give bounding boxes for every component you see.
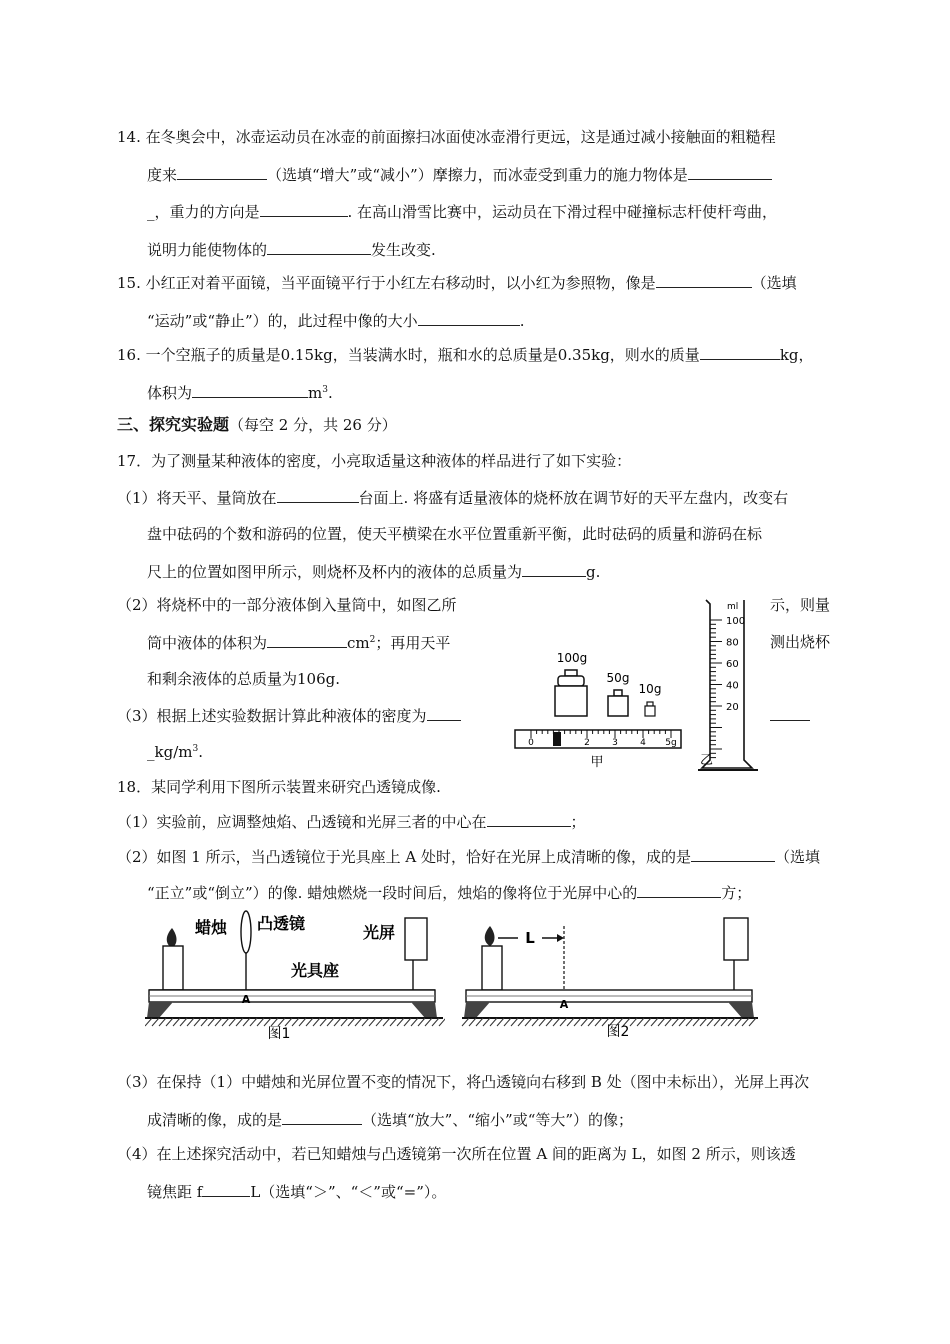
light-screen [724, 918, 748, 960]
balance-figure [505, 648, 705, 778]
cylinder-tick-label: 40 [726, 680, 739, 692]
screen-label: 光屏 [362, 923, 396, 942]
q18-intro: 18．某同学利用下图所示装置来研究凸透镜成像. [117, 778, 441, 796]
distance-label: L [525, 929, 535, 947]
hatch-line [581, 1018, 588, 1026]
hatch-line [588, 1018, 595, 1026]
cylinder-tick-label: 100 [726, 616, 746, 627]
q17-part1-line-1: （1）将天平、量筒放在 台面上. 将盛有适量液体的烧杯放在调节好的天平左盘内，改变右 [117, 486, 788, 509]
hatch-line [425, 1018, 432, 1026]
figure-caption-1: 图1 [267, 1026, 291, 1042]
q18-part3-line-2: 成清晰的像，成的是 （选填“放大”、“缩小”或“等大”）的像； [147, 1108, 633, 1131]
hatch-line [432, 1018, 439, 1026]
hatch-line [264, 1018, 271, 1026]
hatch-line [341, 1018, 348, 1026]
light-screen [405, 918, 427, 960]
q17-part3-line-1: （3）根据上述实验数据计算此种液体的密度为 [117, 704, 461, 727]
weight-50g-label: 50g [606, 671, 630, 685]
hatch-line [735, 1018, 742, 1026]
hatch-line [159, 1018, 166, 1026]
hatch-line [348, 1018, 355, 1026]
hatch-line [546, 1018, 553, 1026]
hatch-line [383, 1018, 390, 1026]
hatch-line [411, 1018, 418, 1026]
hatch-line [278, 1018, 285, 1026]
cylinder-unit: ml [727, 602, 739, 612]
hatch-line [418, 1018, 425, 1026]
q14-line-2: 度来 （选填“增大”或“减小”）摩擦力，而冰壶受到重力的施力物体是 [147, 163, 772, 186]
hatch-line [299, 1018, 306, 1026]
answer-blank[interactable] [202, 1180, 250, 1197]
flame-icon [167, 928, 177, 948]
answer-blank[interactable] [427, 704, 461, 721]
hatch-line [651, 1018, 658, 1026]
hatch-line [208, 1018, 215, 1026]
hatch-line [292, 1018, 299, 1026]
hatch-line [362, 1018, 369, 1026]
hatch-line [490, 1018, 497, 1026]
hatch-line [511, 1018, 518, 1026]
hatch-line [313, 1018, 320, 1026]
lens-label: 凸透镜 [256, 914, 306, 933]
hatch-line [215, 1018, 222, 1026]
hatch-line [166, 1018, 173, 1026]
hatch-line [714, 1018, 721, 1026]
answer-blank[interactable] [267, 631, 347, 648]
hatch-line [327, 1018, 334, 1026]
figure-caption-jia: 甲 [590, 755, 604, 770]
answer-blank[interactable] [177, 163, 267, 180]
q17-part1-line-2: 盘中砝码的个数和游码的位置，使天平横梁在水平位置重新平衡，此时砝码的质量和游码在标 [147, 525, 763, 543]
q17-part2-line-3: 和剩余液体的总质量为106g. [147, 670, 341, 688]
answer-blank[interactable] [277, 486, 359, 503]
hatch-line [145, 1018, 152, 1026]
hatch-line [476, 1018, 483, 1026]
bench-label: 光具座 [290, 961, 340, 980]
q17-part2-line-2: 筒中液体的体积为 $cm^2$；再用天平 [147, 631, 450, 654]
weight-50g [608, 690, 628, 716]
hatch-line [742, 1018, 749, 1026]
hatch-line [271, 1018, 278, 1026]
optical-bench-figure-2 [460, 906, 760, 1046]
measuring-cylinder-figure [690, 592, 780, 778]
hatch-line [285, 1018, 292, 1026]
hatch-line [390, 1018, 397, 1026]
q17-intro: 17．为了测量某种液体的密度，小亮取适量这种液体的样品进行了如下实验： [117, 452, 632, 470]
hatch-line [630, 1018, 637, 1026]
hatch-line [700, 1018, 707, 1026]
answer-blank[interactable] [192, 381, 308, 398]
hatch-line [560, 1018, 567, 1026]
hatch-line [173, 1018, 180, 1026]
q17-part2-line-1: （2）将烧杯中的一部分液体倒入量筒中，如图乙所 [117, 596, 457, 614]
q17-part2-line-2-end: 测出烧杯 [770, 633, 831, 651]
hatch-line [355, 1018, 362, 1026]
hatch-line [439, 1018, 445, 1026]
hatch-line [567, 1018, 574, 1026]
optical-bench-figure-1 [145, 906, 445, 1046]
figure-caption-yi: 乙 [700, 753, 714, 768]
hatch-line [243, 1018, 250, 1026]
weight-10g-label: 10g [638, 682, 662, 696]
section-heading: 三、探究实验题（每空 2 分，共 26 分） [117, 415, 397, 434]
cylinder-tick-label: 80 [726, 637, 739, 649]
hatch-line [483, 1018, 490, 1026]
hatch-line [749, 1018, 756, 1026]
answer-blank[interactable] [691, 845, 775, 862]
hatch-line [665, 1018, 672, 1026]
hatch-line [180, 1018, 187, 1026]
hatch-line [686, 1018, 693, 1026]
answer-blank[interactable] [656, 271, 752, 288]
answer-blank[interactable] [418, 309, 520, 326]
hatch-line [679, 1018, 686, 1026]
hatch-line [497, 1018, 504, 1026]
hatch-line [672, 1018, 679, 1026]
q15-line-2: “运动”或“静止”）的，此过程中像的大小 . [147, 309, 524, 332]
ground-hatch [145, 1018, 445, 1026]
q16-line-2: 体积为 $m^3$. [147, 381, 333, 404]
answer-blank[interactable] [688, 163, 772, 180]
hatch-line [334, 1018, 341, 1026]
cylinder-tick-label: 20 [726, 702, 739, 713]
candle-body [482, 946, 502, 990]
hatch-line [369, 1018, 376, 1026]
hatch-line [397, 1018, 404, 1026]
q14-line-3: _，重力的方向是 . 在高山滑雪比赛中，运动员在下滑过程中碰撞标志杆使杆弯曲， [147, 200, 777, 223]
hatch-line [693, 1018, 700, 1026]
answer-blank[interactable] [267, 238, 371, 255]
q17-part3-line-2: $\_kg/m^3$. [147, 743, 203, 761]
answer-blank[interactable] [487, 810, 571, 827]
scale-tick-label: 0 [528, 738, 534, 748]
hatch-line [721, 1018, 728, 1026]
answer-blank[interactable] [700, 343, 780, 360]
hatch-line [469, 1018, 476, 1026]
cylinder-ticks [710, 616, 745, 758]
scale-tick-label: 3 [612, 738, 618, 748]
hatch-line [707, 1018, 714, 1026]
hatch-line [187, 1018, 194, 1026]
answer-blank[interactable] [637, 881, 721, 898]
candle-label: 蜡烛 [194, 918, 228, 937]
hatch-line [152, 1018, 159, 1026]
answer-blank[interactable] [282, 1108, 362, 1125]
hatch-line [525, 1018, 532, 1026]
hatch-line [462, 1018, 469, 1026]
rider[interactable] [553, 732, 561, 746]
q18-part2-line-1: （2）如图 1 所示，当凸透镜位于光具座上 A 处时，恰好在光屏上成清晰的像，成的是 （选填 [117, 845, 820, 868]
candle-body [163, 946, 183, 990]
q18-part1: （1）实验前，应调整烛焰、凸透镜和光屏三者的中心在 ； [117, 810, 586, 833]
weight-100g [555, 670, 587, 716]
q15-line-1: 15. 小红正对着平面镜，当平面镜平行于小红左右移动时，以小红为参照物，像是 （选填 [117, 271, 797, 294]
lens-icon [241, 911, 251, 953]
hatch-line [236, 1018, 243, 1026]
answer-blank[interactable] [522, 560, 586, 577]
q18-part2-line-2: “正立”或“倒立”）的像. 蜡烛燃烧一段时间后，烛焰的像将位于光屏中心的 方； [147, 881, 751, 904]
hatch-line [518, 1018, 525, 1026]
q18-part3-line-1: （3）在保持（1）中蜡烛和光屏位置不变的情况下，将凸透镜向右移到 B 处（图中未标出），光屏上再次 [117, 1073, 810, 1091]
q14-line-4: 说明力能使物体的 发生改变. [147, 238, 436, 261]
hatch-line [201, 1018, 208, 1026]
q18-part4-line-2: 镜焦距 f L（选填“＞”、“＜”或“=”）。 [147, 1180, 446, 1203]
hatch-line [532, 1018, 539, 1026]
hatch-line [320, 1018, 327, 1026]
hatch-line [250, 1018, 257, 1026]
hatch-line [257, 1018, 264, 1026]
hatch-line [644, 1018, 651, 1026]
cylinder-tick-label: 60 [726, 659, 739, 670]
hatch-line [595, 1018, 602, 1026]
hatch-line [404, 1018, 411, 1026]
hatch-line [504, 1018, 511, 1026]
hatch-line [553, 1018, 560, 1026]
flame-icon [485, 926, 495, 946]
hatch-line [539, 1018, 546, 1026]
q17-part2-line-1-end: 示，则量 [770, 596, 831, 614]
scale-tick-label: 4 [640, 738, 646, 748]
q18-part4-line-1: （4）在上述探究活动中，若已知蜡烛与凸透镜第一次所在位置 A 间的距离为 L，如图 2 所示，则该透 [117, 1145, 796, 1163]
hatch-line [728, 1018, 735, 1026]
scale-tick-label: 2 [584, 738, 590, 748]
hatch-line [637, 1018, 644, 1026]
answer-blank[interactable] [260, 200, 348, 217]
weight-100g-label: 100g [556, 651, 588, 665]
hatch-line [229, 1018, 236, 1026]
q16-line-1: 16. 一个空瓶子的质量是0.15kg，当装满水时，瓶和水的总质量是0.35kg，则水的质量 kg， [117, 343, 814, 366]
hatch-line [194, 1018, 201, 1026]
weight-10g [645, 702, 655, 716]
point-a-label: A [559, 998, 569, 1011]
hatch-line [574, 1018, 581, 1026]
hatch-line [306, 1018, 313, 1026]
hatch-line [658, 1018, 665, 1026]
hatch-line [222, 1018, 229, 1026]
scale-tick-label: 5g [665, 738, 677, 748]
point-a-label: A [241, 993, 251, 1006]
q17-part1-line-3: 尺上的位置如图甲所示，则烧杯及杯内的液体的总质量为 g. [147, 560, 600, 583]
figure-caption-2: 图2 [606, 1024, 630, 1040]
hatch-line [376, 1018, 383, 1026]
q14-line-1: 14. 在冬奥会中，冰壶运动员在冰壶的前面擦扫冰面使冰壶滑行更远，这是通过减小接触面的粗糙程 [117, 128, 776, 146]
